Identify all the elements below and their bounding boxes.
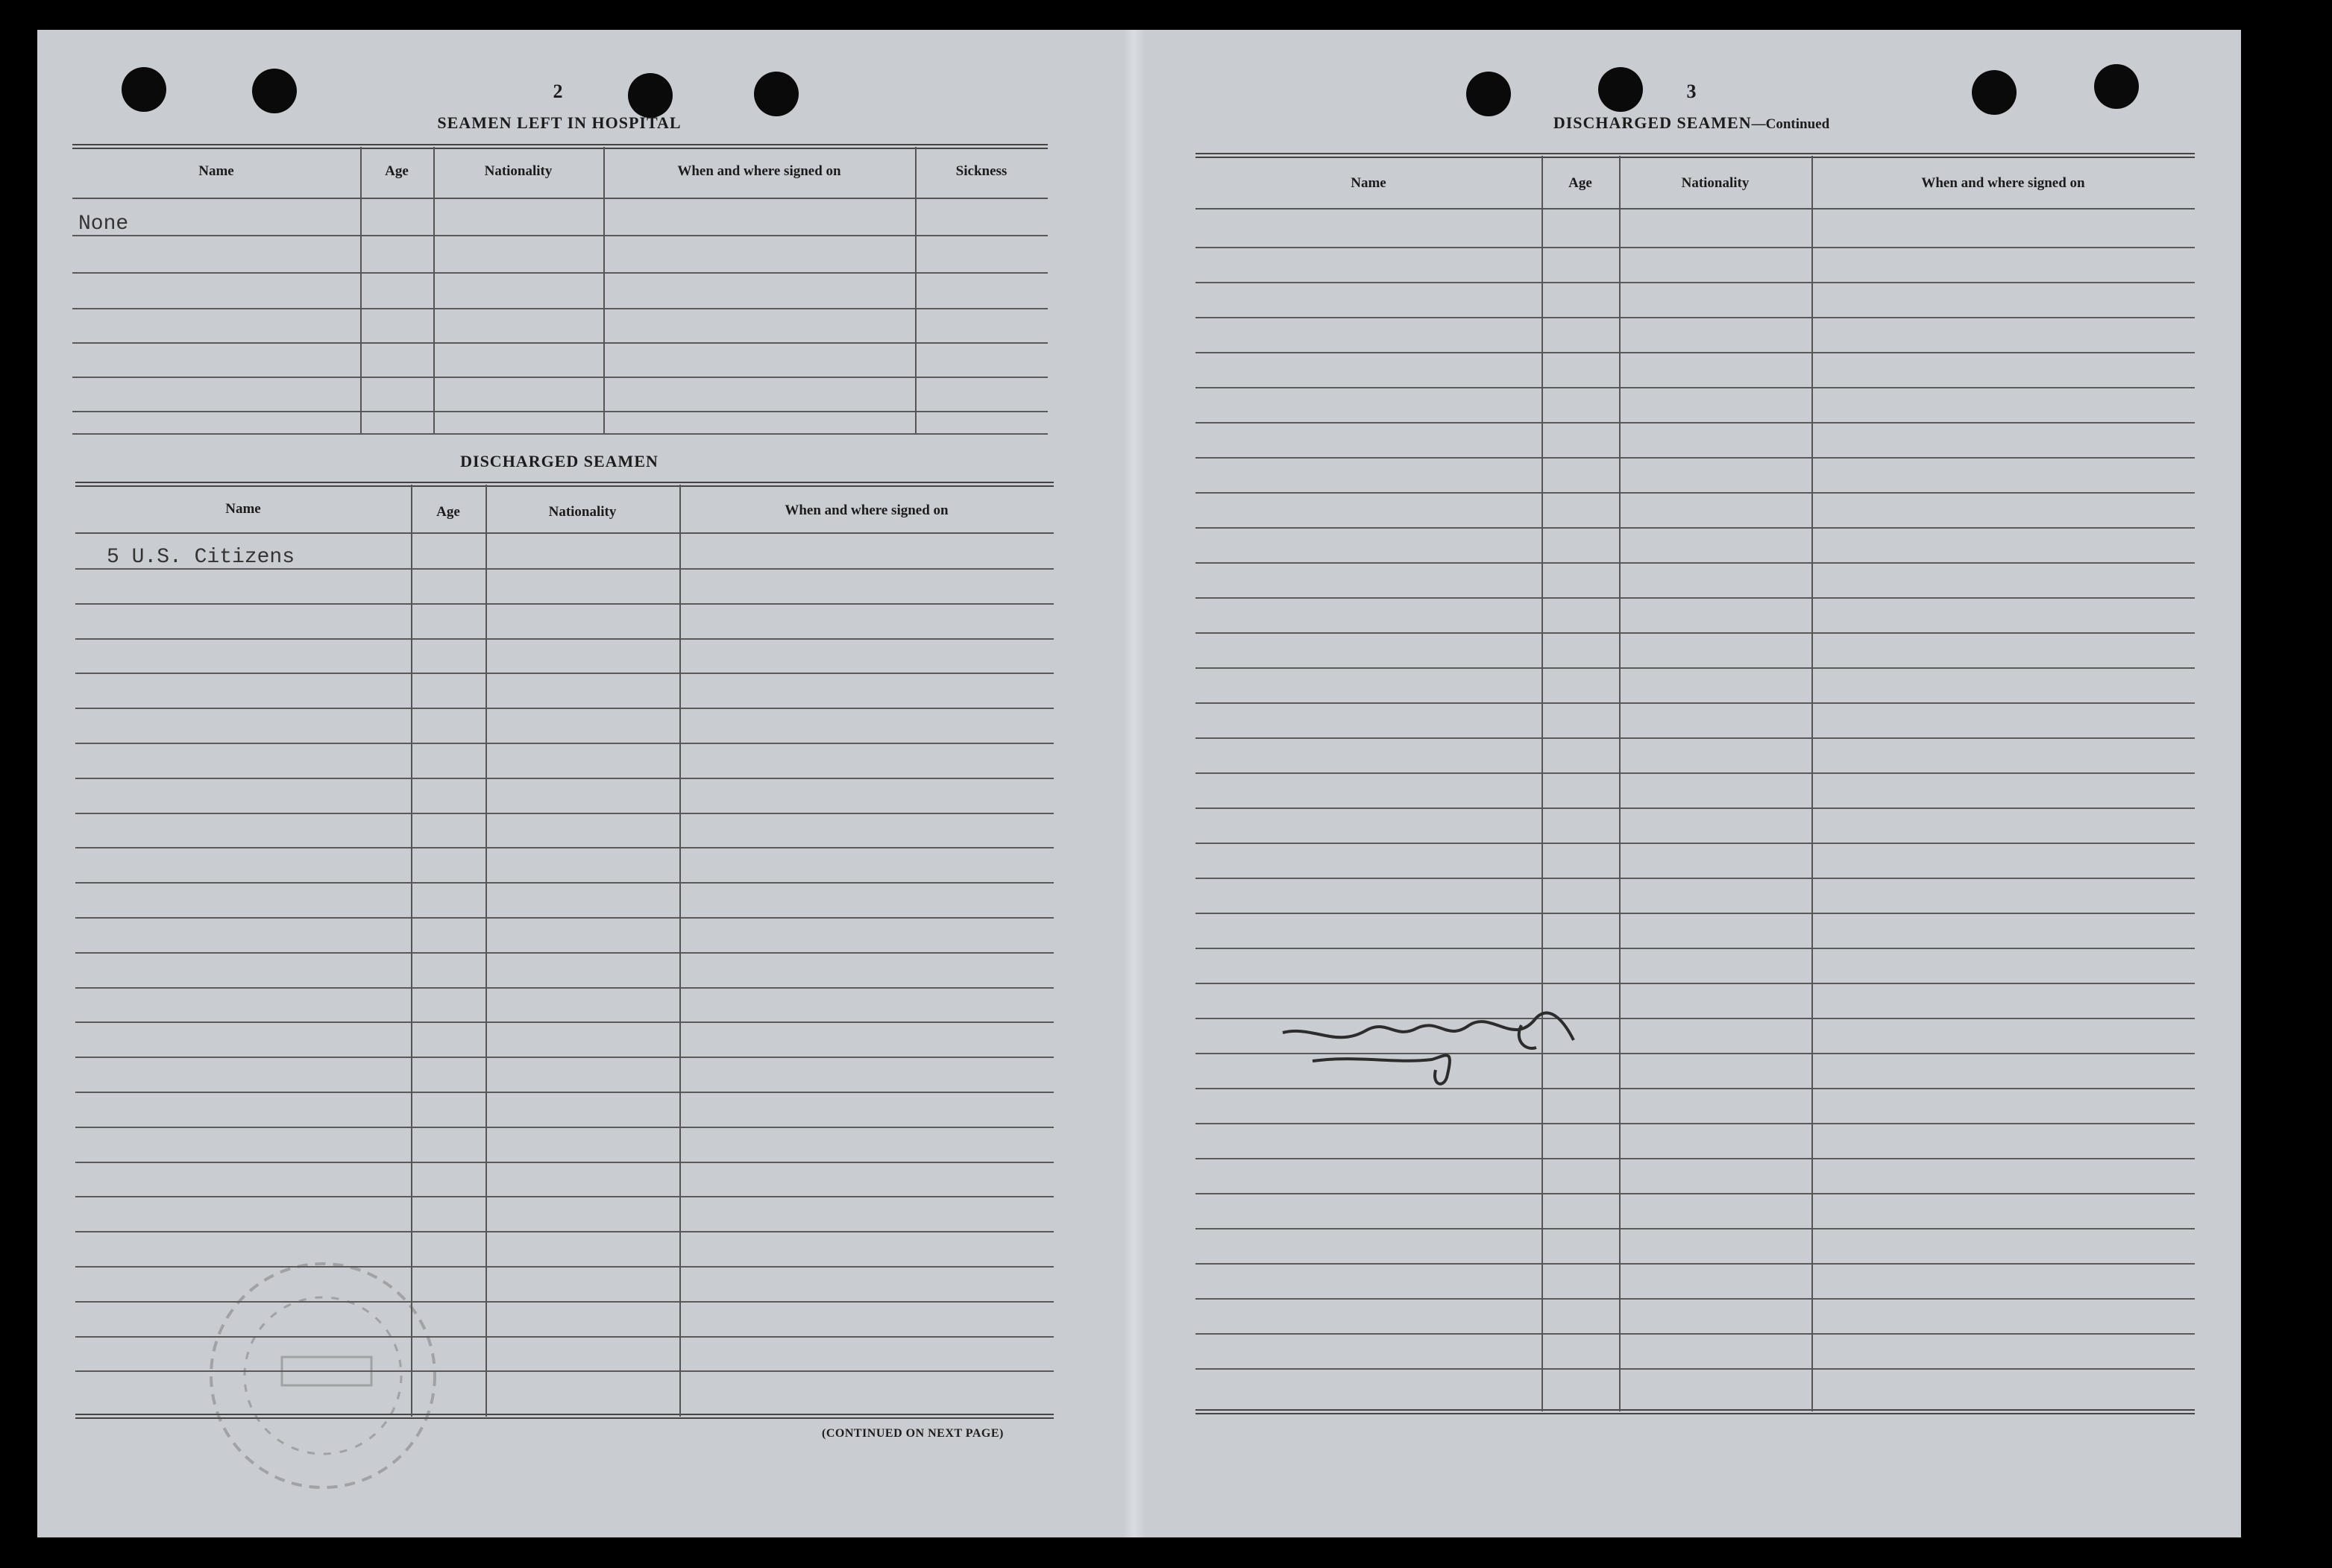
row-rule	[1195, 282, 2195, 283]
col-header-name: Name	[225, 501, 261, 517]
row-rule	[1195, 457, 2195, 459]
header-rule	[72, 198, 1048, 199]
row-rule	[1195, 422, 2195, 424]
punch-hole	[252, 69, 297, 113]
row-rule	[72, 377, 1048, 378]
col-header-name: Name	[198, 163, 234, 179]
column-divider	[1811, 156, 1813, 1411]
column-divider	[1541, 156, 1543, 1411]
col-header-signed-on: When and where signed on	[677, 163, 841, 179]
right-section-title	[1553, 113, 1829, 133]
punch-hole	[1466, 72, 1511, 116]
right-title-suffix: —Continued	[1751, 116, 1830, 132]
row-rule	[1195, 948, 2195, 949]
col-header-nationality: Nationality	[1681, 175, 1750, 191]
col-header-age: Age	[436, 504, 460, 520]
col-header-sickness: Sickness	[955, 163, 1008, 179]
col-header-nationality: Nationality	[548, 504, 617, 520]
row-rule	[1195, 737, 2195, 739]
header-rule	[75, 532, 1054, 534]
row-rule	[75, 673, 1054, 674]
row-rule	[75, 847, 1054, 848]
punch-hole	[1598, 67, 1643, 112]
row-rule	[75, 882, 1054, 884]
row-rule	[72, 433, 1048, 435]
column-divider	[360, 147, 362, 433]
punch-hole	[2094, 64, 2139, 109]
table-top-border	[72, 144, 1048, 149]
discharged-section-title: DISCHARGED SEAMEN	[460, 452, 659, 470]
row-rule	[75, 638, 1054, 640]
col-header-signed-on: When and where signed on	[785, 503, 949, 518]
punch-hole	[1972, 70, 2017, 115]
row-rule	[75, 1092, 1054, 1093]
row-rule	[1195, 807, 2195, 809]
row-rule	[75, 917, 1054, 919]
ink-stamp	[200, 1253, 446, 1499]
column-divider	[915, 147, 917, 433]
row-rule	[75, 1196, 1054, 1197]
column-divider	[485, 485, 487, 1417]
row-rule	[75, 1231, 1054, 1232]
col-header-age: Age	[385, 163, 409, 179]
table-bottom-border	[1195, 1409, 2195, 1414]
row-rule	[1195, 632, 2195, 634]
right-title-main: DISCHARGED SEAMEN	[1553, 113, 1752, 132]
handwritten-signature	[1268, 995, 1588, 1100]
col-header-signed-on: When and where signed on	[1921, 175, 2085, 191]
header-rule	[1195, 208, 2195, 210]
row-rule	[75, 952, 1054, 954]
column-divider	[433, 147, 435, 433]
row-rule	[72, 308, 1048, 309]
column-divider	[679, 485, 681, 1417]
row-rule	[75, 813, 1054, 814]
row-rule	[75, 778, 1054, 779]
table-top-border	[1195, 153, 2195, 158]
row-rule	[1195, 1263, 2195, 1265]
row-rule	[75, 603, 1054, 605]
row-rule	[1195, 597, 2195, 599]
row-rule	[75, 1057, 1054, 1058]
row-rule	[1195, 913, 2195, 914]
col-header-name: Name	[1351, 175, 1386, 191]
row-rule	[1195, 527, 2195, 529]
row-rule	[1195, 247, 2195, 248]
row-rule	[1195, 352, 2195, 353]
table-top-border	[75, 482, 1054, 487]
page-number-right: 3	[1686, 81, 1697, 102]
row-rule	[75, 1021, 1054, 1023]
punch-hole	[122, 67, 166, 112]
row-rule	[1195, 843, 2195, 844]
row-rule	[1195, 1368, 2195, 1370]
row-rule	[1195, 1193, 2195, 1194]
page-fold	[1123, 30, 1145, 1537]
hospital-section-title: SEAMEN LEFT IN HOSPITAL	[437, 113, 682, 132]
page-number-left: 2	[553, 81, 563, 102]
column-divider	[1619, 156, 1621, 1411]
row-rule	[1195, 772, 2195, 774]
row-rule	[1195, 1228, 2195, 1229]
col-header-age: Age	[1568, 175, 1592, 191]
row-rule	[1195, 1333, 2195, 1335]
row-rule	[1195, 562, 2195, 564]
row-rule	[75, 708, 1054, 709]
row-rule	[72, 272, 1048, 274]
row-rule	[75, 743, 1054, 744]
row-rule	[1195, 1158, 2195, 1159]
discharged-table-right	[1195, 153, 2195, 1420]
row-rule	[72, 235, 1048, 236]
punch-hole	[754, 72, 799, 116]
row-rule	[75, 1162, 1054, 1163]
row-rule	[1195, 317, 2195, 318]
row-rule	[1195, 1298, 2195, 1300]
col-header-nationality: Nationality	[484, 163, 553, 179]
row-rule	[1195, 1123, 2195, 1124]
row-rule	[75, 1127, 1054, 1128]
row-rule	[1195, 492, 2195, 494]
column-divider	[603, 147, 605, 433]
punch-hole	[628, 73, 673, 118]
row-rule	[75, 987, 1054, 989]
row-rule	[1195, 387, 2195, 388]
row-rule	[1195, 878, 2195, 879]
hospital-entry: None	[78, 212, 129, 236]
row-rule	[72, 411, 1048, 412]
discharged-entry: 5 U.S. Citizens	[107, 546, 295, 569]
hospital-table	[72, 144, 1048, 435]
row-rule	[1195, 702, 2195, 704]
row-rule	[1195, 667, 2195, 669]
row-rule	[72, 342, 1048, 344]
continued-footer: (CONTINUED ON NEXT PAGE)	[822, 1427, 1004, 1440]
row-rule	[1195, 983, 2195, 984]
